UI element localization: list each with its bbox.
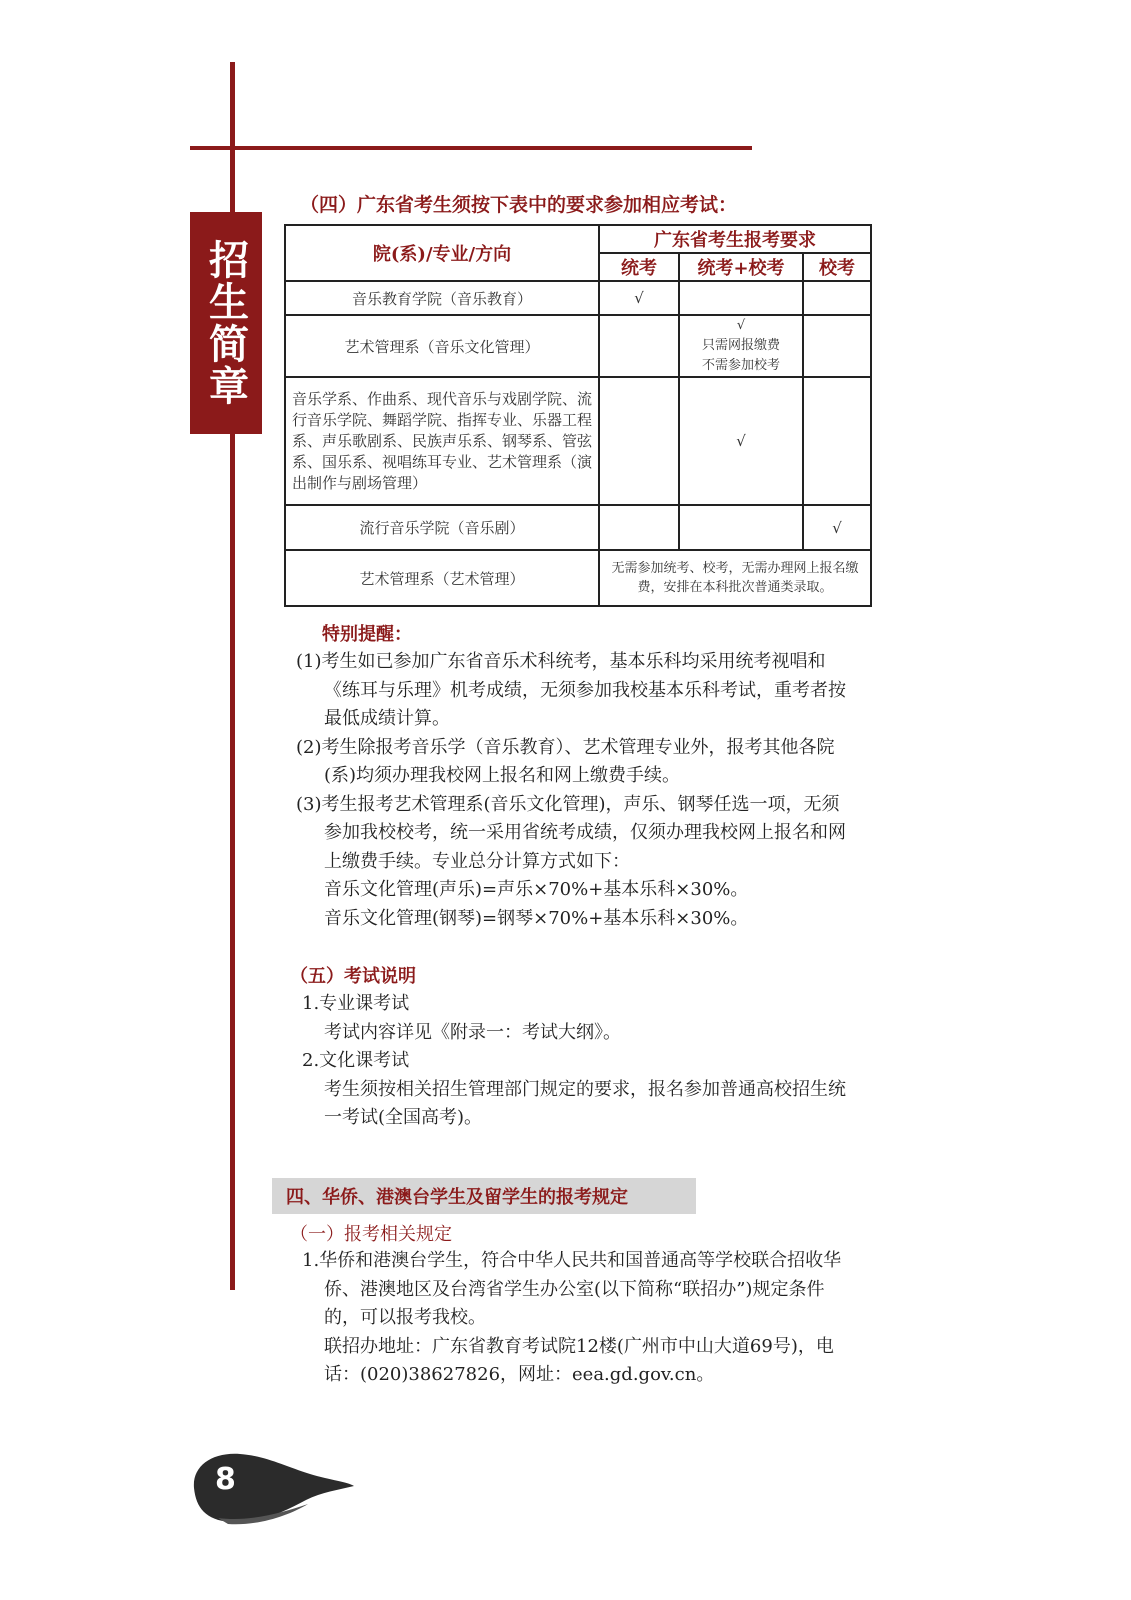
header-unified: 统考 xyxy=(599,253,679,281)
check-cell xyxy=(599,505,679,550)
notes-title: 特别提醒： xyxy=(322,624,412,645)
table-row xyxy=(285,281,871,315)
check-cell xyxy=(803,315,871,377)
check-cell xyxy=(679,505,803,550)
check-cell: √ xyxy=(599,281,679,315)
header-dept: 院(系)/专业/方向 xyxy=(285,225,599,281)
table-row xyxy=(285,550,871,606)
side-tab-label: 招生简章 xyxy=(202,239,250,407)
check-mark: √ xyxy=(736,318,746,333)
table-row xyxy=(285,505,871,550)
check-cell xyxy=(599,377,679,505)
formula-line: 音乐文化管理(声乐)=声乐×70%+基本乐科×30%。 xyxy=(324,879,749,900)
page-number: 8 xyxy=(215,1462,236,1497)
check-cell: √ xyxy=(803,505,871,550)
rule-item: 1.华侨和港澳台学生，符合中华人民共和国普通高等学校联合招收华侨、港澳地区及台湾省学生办公室(以下简称“联招办”)规定条件的，可以报考我校。 xyxy=(302,1250,842,1328)
section5-title: （五）考试说明 xyxy=(290,966,416,987)
note-item: (2)考生除报考音乐学（音乐教育）、艺术管理专业外，报考其他各院(系)均须办理我校网上报名和网上缴费手续。 xyxy=(296,736,835,786)
header-school: 校考 xyxy=(803,253,871,281)
check-cell xyxy=(679,281,803,315)
chapter-heading: 四、华侨、港澳台学生及留学生的报考规定 xyxy=(272,1178,696,1214)
header-unified-school: 统考+校考 xyxy=(679,253,803,281)
exam-item-text: 考生须按相关招生管理部门规定的要求，报名参加普通高校招生统一考试(全国高考)。 xyxy=(324,1078,846,1128)
notes-list xyxy=(296,648,856,933)
table-row xyxy=(285,377,871,505)
note-line: 只需网报缴费 xyxy=(701,338,780,353)
header-group: 广东省考生报考要求 xyxy=(599,225,871,253)
section5-body xyxy=(302,990,850,1133)
exam-item-heading: 1.专业课考试 xyxy=(302,993,410,1014)
requirements-table xyxy=(284,224,872,607)
check-cell xyxy=(803,281,871,315)
section-title: （四）广东省考生须按下表中的要求参加相应考试： xyxy=(300,194,738,216)
note-item: (1)考生如已参加广东省音乐术科统考，基本乐科均采用统考视唱和《练耳与乐理》机考成绩，无须参加我校基本乐科考试，重考者按最低成绩计算。 xyxy=(296,651,846,729)
dept-cell: 流行音乐学院（音乐剧） xyxy=(285,505,599,550)
subsection-title: （一）报考相关规定 xyxy=(290,1224,452,1245)
check-cell xyxy=(803,377,871,505)
note-item: (3)考生报考艺术管理系(音乐文化管理)，声乐、钢琴任选一项，无须参加我校校考，统一采用省统考成绩，仅须办理我校网上报名和网上缴费手续。专业总分计算方式如下： xyxy=(296,793,846,872)
chapter4-body xyxy=(302,1247,850,1390)
merged-note-cell: 无需参加统考、校考，无需办理网上报名缴费，安排在本科批次普通类录取。 xyxy=(599,550,871,606)
horizontal-rule xyxy=(190,146,752,150)
dept-cell: 音乐学系、作曲系、现代音乐与戏剧学院、流行音乐学院、舞蹈学院、指挥专业、乐器工程系、声乐歌剧系、民族声乐系、钢琴系、管弦系、国乐系、视唱练耳专业、艺术管理系（演出制作与剧场管理） xyxy=(285,377,599,505)
formula-line: 音乐文化管理(钢琴)=钢琴×70%+基本乐科×30%。 xyxy=(324,907,749,929)
dept-cell: 艺术管理系（音乐文化管理） xyxy=(285,315,599,377)
exam-item-heading: 2.文化课考试 xyxy=(302,1050,410,1071)
check-cell xyxy=(679,315,803,377)
check-cell: √ xyxy=(679,377,803,505)
ink-brush-badge xyxy=(188,1448,356,1526)
exam-item-text: 考试内容详见《附录一：考试大纲》。 xyxy=(324,1021,621,1043)
side-tab xyxy=(190,212,262,434)
dept-cell: 音乐教育学院（音乐教育） xyxy=(285,281,599,315)
check-cell xyxy=(599,315,679,377)
table-row xyxy=(285,315,871,377)
address-text: 联招办地址：广东省教育考试院12楼(广州市中山大道69号)，电话：(020)38627826，网址：eea.gd.gov.cn。 xyxy=(324,1335,834,1385)
note-line: 不需参加校考 xyxy=(701,358,780,373)
dept-cell: 艺术管理系（艺术管理） xyxy=(285,550,599,606)
